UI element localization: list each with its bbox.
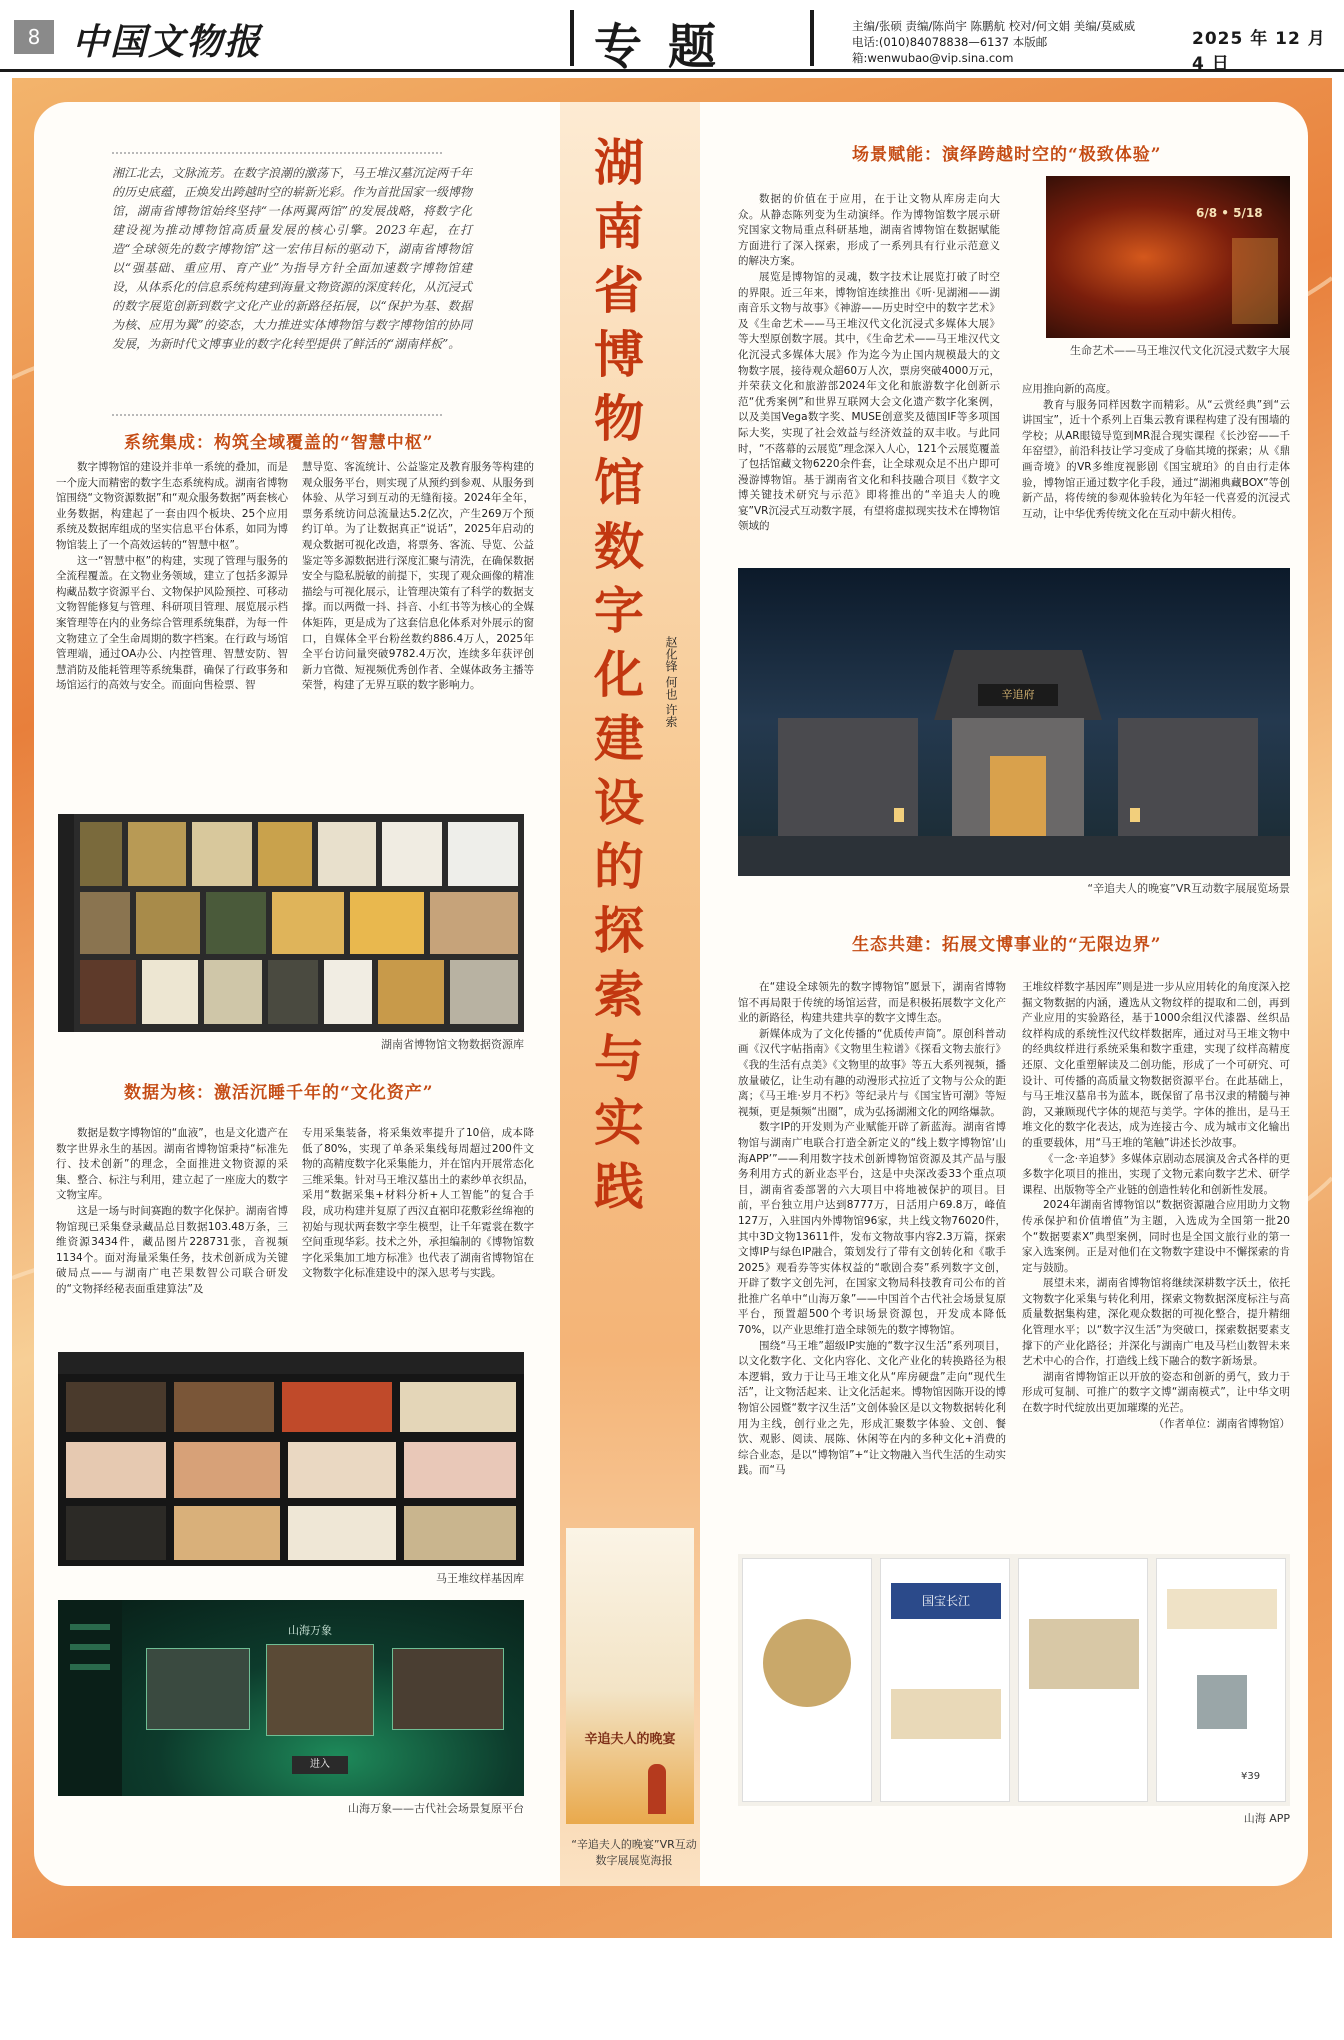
paragraph: 展望未来，湖南省博物馆将继续深耕数字沃土，依托文物数字化采集与转化利用，探索文物数据深度标注与高质量数据集构建，深化观众数据的可视化整合，提升精细化管理水平；以“数字汉生活”为突破口，探索数据要素支撑下的产业化路径；并深化与湖南广电及马栏山数智未来艺术中心的合作，打造线上线下融合的数字新场景。: [1022, 1277, 1290, 1368]
life-art-exhibition-image: [1046, 176, 1290, 338]
paragraph: 专用采集装备，将采集效率提升了10倍，成本降低了80%，实现了单条采集线每周超过200件文物的高精度数字化采集能力，并在馆内开展常态化三维采集。针对马王堆汉墓出土的素纱单衣织品，采用“数据采集+材料分析+人工智能”的复合手段，成功构建并复原了西汉直裾印花敷彩丝绵袍的初始与现状两套数字孪生模型，让千年霓裳在数字空间重现华彩。技术之外，承担编制的《博物馆数字化采集加工地方标准》也代表了湖南省博物馆在文物数字化标准建设中的深入思考与实践。: [302, 1127, 534, 1280]
paragraph: 在“建设全球领先的数字博物馆”愿景下，湖南省博物馆不再局限于传统的场馆运营，而是积极拓展数字文化产业的新路径，构建共建共享的数字文博生态。: [738, 981, 1006, 1025]
section-divider: [570, 10, 574, 66]
gate-plaque: 辛追府: [978, 684, 1058, 706]
vr-exhibit-scene-image: [738, 568, 1290, 876]
author-affiliation: （作者单位：湖南省博物馆）: [1153, 1417, 1290, 1430]
paragraph: 《一念·辛追梦》多媒体京剧动态展演及舍式各样的更多数字化项目的推出，实现了文物元素向数字艺术、研学课程、出版物等全产业链的创造性转化和创新性发展。: [1022, 1152, 1290, 1196]
caption-shanhai-app: 山海 APP: [1243, 1812, 1290, 1825]
paragraph: 王堆纹样数字基因库”则是进一步从应用转化的角度深入挖掘文物数据的内涵，遴选从文物纹样的提取和二创，再到产业应用的实验路径，基于1000余组汉代漆器、丝织品纹样构成的系统性汉代纹样数据库，通过对马王堆文物中的经典纹样进行系统采集和数字重建，实现了纹样高精度还原、文化重塑解读及二创功能，形成了一个可研究、可设计、可传播的高质量文物数据资源平台。在此基础上，与马王堆汉墓帛书为蓝本，既保留了帛书汉隶的精髓与神韵，又兼顾现代字体的规范与美学。字体的推出，是马王堆文化的数字化表达，成为连接古今、成为城市文化输出的重要载体，用“马王堆的笔触”讲述长沙故事。: [1022, 981, 1290, 1149]
page-number: 8: [14, 20, 54, 54]
caption-collection-database: 湖南省博物馆文物数据资源库: [381, 1038, 524, 1051]
shanhai-app-image: [738, 1554, 1290, 1806]
paragraph: 数据的价值在于应用，在于让文物从库房走向大众。从静态陈列变为生动演绎。作为博物馆数字展示研究国家文物局重点科研基地，湖南省博物馆在数据赋能方面进行了深入探索，形成了一系列具有行业示范意义的解决方案。: [738, 193, 1000, 268]
section-heading-ecosystem: 生态共建：拓展文博事业的“无限边界”: [852, 935, 1162, 955]
credits-editors: 主编/张硕 责编/陈尚宇 陈鹏航 校对/何文娟 美编/莫威威: [852, 19, 1136, 33]
paragraph: 教育与服务同样因数字而精彩。从“云赏经典”到“云讲国宝”，近十个系列上百集云教育课程构建了没有围墙的学校；从AR眼镜导览到MR混合现实课程《长沙窑——千年窑望》，前沿科技让学习变成了身临其境的探索；从《鼎画奇境》的VR多维度视影剧《国宝琥珀》的自由行走体验，博物馆正通过数字化手段，通过“湖湘典藏BOX”等创新产品，将传统的参观体验转化为年轻一代喜爱的沉浸式互动，让中华优秀传统文化在互动中薪火相传。: [1022, 398, 1290, 520]
section-ecosystem-col1: [738, 980, 1006, 1479]
section-ecosystem-col2: [1022, 980, 1290, 1432]
paragraph: 湖南省博物馆正以开放的姿态和创新的勇气，致力于形成可复制、可推广的数字文博“湖南模式”，让中华文明在数字时代绽放出更加璀璨的光芒。: [1022, 1370, 1290, 1415]
section-system-col2: [302, 460, 534, 694]
section-divider: [810, 10, 814, 66]
poster-title: 辛追夫人的晚宴: [584, 1732, 676, 1747]
publication-date: 2025 年 12 月 4 日: [1192, 29, 1326, 74]
section-title: 专题: [594, 19, 743, 75]
paragraph: 数字IP的开发则为产业赋能开辟了新蓝海。湖南省博物馆与湖南广电联合打造全新定义的“线上数字博物馆‘山海APP’”——利用数字技术创新博物馆资源及其产品与服务利用方式的新业态平台，这是中央深改委33个重点项目，湖南省委部署的六大项目中将地被保护的项目。目前，平台独立用户达到8777万，日活用户69.8万，峰值127万，入驻国内外博物馆96家，共上线文物76020件，其中3D文物13611件，发布文物故事内容2.3万篇，探索文博IP与绿色IP融合，策划发行了带有文创转化和《歌手2025》观看券等实体权益的“歌剧合奏”系列数字文创，开辟了数字文创先河，在国家文物局科技教育司公布的首批推广名单中“山海万象”——中国首个古代社会场景复原平台，预置超500个考识场景资源包，开发成本降低70%，以产业思维打造全球领先的数字博物馆。: [738, 1121, 1006, 1337]
divider-dots: [112, 414, 442, 416]
paragraph: 2024年湖南省博物馆以“数据资源融合应用助力文物传承保护和价值增值”为主题，入选成为全国第一批20个“数据要素X”典型案例，同时也是全国文旅行业的第一家入选案例。正是对他们在文物数字建设中不懈探索的肯定与鼓励。: [1022, 1199, 1290, 1274]
article-title: 湖南省博物馆数字化建设的探索与实践: [586, 136, 645, 1224]
platform-enter-button: 进入: [292, 1756, 348, 1774]
caption-shanhai-platform: 山海万象——古代社会场景复原平台: [348, 1802, 524, 1815]
vr-exhibit-poster-image: [566, 1528, 694, 1824]
editorial-credits: [852, 18, 1162, 66]
caption-pattern-database: 马王堆纹样基因库: [436, 1572, 524, 1585]
section-data-col1: [56, 1126, 288, 1298]
pattern-database-image: [58, 1352, 524, 1566]
article-intro: 湘江北去，文脉流芳。在数字浪潮的激荡下，马王堆汉墓沉淀两千年的历史底蕴，正焕发出跨越时空的崭新光彩。作为首批国家一级博物馆，湖南省博物馆始终坚持“一体两翼两馆”的发展战略，将数字化建设视为推动博物馆高质量发展的核心引擎。2023年起，在打造“全球领先的数字博物馆”这一宏伟目标的驱动下，湖南省博物馆以“强基础、重应用、育产业”为指导方针全面加速数字博物馆建设，从体系化的信息系统构建到海量文物资源的深度转化，从沉浸式的数字展览创新到数字文化产业的新路径拓展，以“保护为基、数据为核、应用为翼”的姿态，大力推进实体博物馆与数字博物馆的协同发展，为新时代文博事业的数字化转型提供了鲜活的“湖南样板”。: [112, 166, 473, 351]
collection-database-image: [58, 814, 524, 1032]
app-price: ¥39: [1241, 1771, 1261, 1782]
paragraph: 这是一场与时间赛跑的数字化保护。湖南省博物馆现已采集登录藏品总目数据103.48万条，三维资源3434件，藏品图片228731张，音视频1134个。面对海量采集任务，技术创新成为关键破局点——与湖南广电芒果数智公司联合研发的“文物择经秘表面重建算法”及: [56, 1204, 288, 1295]
shanhai-platform-image: [58, 1600, 524, 1796]
section-system-col1: [56, 460, 288, 694]
section-scene-col2: [1022, 382, 1290, 522]
paragraph: 围绕“马王堆”超级IP实施的“数字汉生活”系列项目，以文化数字化、文化内容化、文化产业化的转换路径为根本逻辑，致力于让马王堆文化从“库房硬盘”走向“现代生活”，让文物活起来、让文化活起来。博物馆因陈开设的博物馆公园暨“数字汉生活”文创体验区是以文物数据转化利用为主线，创行业之先，形成汇聚数字体验、文创、餐饮、观影、阅读、展陈、休闲等在内的多种文化+消费的综合业态，是以“博物馆”+“让文物融入当代生活的生动实践。而“马: [738, 1339, 1006, 1477]
caption-vr-exhibit-poster: “辛追夫人的晚宴”VR互动数字展展览海报: [571, 1838, 697, 1867]
paragraph: 数据是数字博物馆的“血液”，也是文化遗产在数字世界永生的基因。湖南省博物馆秉持“标准先行、技术创新”的理念，全面推进文物资源的采集、整合、标注与利用，建立起了一座庞大的数字文物宝库。: [56, 1127, 288, 1202]
paragraph: 展览是博物馆的灵魂，数字技术让展览打破了时空的界限。近三年来，博物馆连续推出《听·见湖湘——湖南音乐文物与故事》《神游——历史时空中的数字艺术》及《生命艺术——马王堆汉代文化沉浸式多媒体大展》等大型原创数字展。其中，《生命艺术——马王堆汉代文化沉浸式多媒体大展》作为迄今为止国内规模最大的文物数字展，接待观众超60万人次，票房突破4000万元，并荣获文化和旅游部2024年文化和旅游数字化创新示范“优秀案例”和世界互联网大会文化遗产数字化案例，以及美国Vega数字奖、MUSE创意奖及德国IF等多项国际大奖，实现了社会效益与经济效益的双丰收。与此同时，“不落幕的云展览”理念深入人心，121个云展览覆盖了包括馆藏文物6220余件套，让全球观众足不出户即可漫游博物馆。基于湖南省文化和科技融合项目《数字文博关键技术研究与示范》即将推出的“辛追夫人的晚宴”VR沉浸式互动数字展，有望将虚拟现实技术在博物馆领域的: [738, 270, 1000, 533]
article-byline: 赵化锋 何也 许索: [664, 636, 678, 728]
section-heading-system: 系统集成：构筑全域覆盖的“智慧中枢”: [124, 433, 434, 453]
paragraph: 新媒体成为了文化传播的“优质传声筒”。原创科普动画《汉代字帖指南》《文物里生粒谱》《探看文物去旅行》《我的生活有点美》《文物里的故事》等五大系列视频，播放量破亿，让生动有趣的动漫形式拉近了文物与公众的距离；《马王堆·岁月不朽》等纪录片与《国宝皆可潮》等短视频，更是频频“出圈”，成为弘扬湖湘文化的网络爆款。: [738, 1027, 1006, 1118]
section-scene-col1: [738, 192, 1000, 535]
credits-contact: 电话:(010)84078838—6137 本版邮箱:wenwubao@vip.sina.com: [852, 35, 1048, 65]
caption-life-art: 生命艺术——马王堆汉代文化沉浸式数字大展: [1070, 344, 1290, 357]
paragraph: 这一“智慧中枢”的构建，实现了管理与服务的全流程覆盖。在文物业务领域，建立了包括多源异构藏品数字资源平台、文物保护风险预控、可移动文物智能修复与管理、科研项目管理、展览展示档案管理等在内的业务综合管理系统集群，为每一件文物建立了全生命周期的数字档案。在行政与场馆管理端，通过OA办公、内控管理、智慧安防、智慧消防及能耗管理等系统集群，确保了行政事务和场馆运行的高效与安全。而面向售检票、智: [56, 554, 288, 692]
section-data-col2: [302, 1126, 534, 1282]
life-art-dates: 6/8 • 5/18: [1196, 206, 1263, 220]
section-heading-data: 数据为核：激活沉睡千年的“文化资产”: [124, 1083, 434, 1103]
masthead: [0, 0, 1344, 75]
newspaper-name: 中国文物报: [72, 21, 263, 63]
platform-name: 山海万象: [288, 1624, 332, 1637]
caption-vr-exhibit-scene: “辛追夫人的晚宴”VR互动数字展展览场景: [1087, 882, 1290, 895]
divider-dots: [112, 152, 442, 154]
paragraph: 慧导览、客流统计、公益鉴定及教育服务等构建的观众服务平台，则实现了从预约到参观、从服务到体验、从学习到互动的无缝衔接。2024年全年，票务系统访问总流量达5.2亿次，产生269万个预约订单。为了让数据真正“说话”，2025年启动的观众数据可视化改造，将票务、客流、导览、公益鉴定等多源数据进行深度汇聚与清洗，在确保数据安全与隐私脱敏的前提下，实现了观众画像的精准描绘与可视化展示，让管理决策有了科学的数据支撑。而以两微一抖、抖音、小红书等为核心的全媒体矩阵，更是成为了这套信息化体系对外展示的窗口，自媒体全平台粉丝数约886.4万人，2025年全平台访问量突破9782.4万次，连续多年获评创新力官微、短视频优秀创作者、全媒体政务主播等荣誉，构建了无界互联的数字影响力。: [302, 461, 534, 692]
paragraph: 应用推向新的高度。: [1022, 383, 1117, 395]
section-heading-scene: 场景赋能：演绎跨越时空的“极致体验”: [852, 145, 1162, 165]
paragraph: 数字博物馆的建设并非单一系统的叠加，而是一个庞大而精密的数字生态系统构成。湖南省博物馆围绕“文物资源数据”和“观众服务数据”两套核心业务数据，构建起了一套由四个板块、25个应用系统及数据库组成的坚实信息平台体系，如同为博物馆装上了一个高效运转的“智慧中枢”。: [56, 461, 288, 551]
app-screen-banner: 国宝长江: [891, 1583, 1001, 1619]
